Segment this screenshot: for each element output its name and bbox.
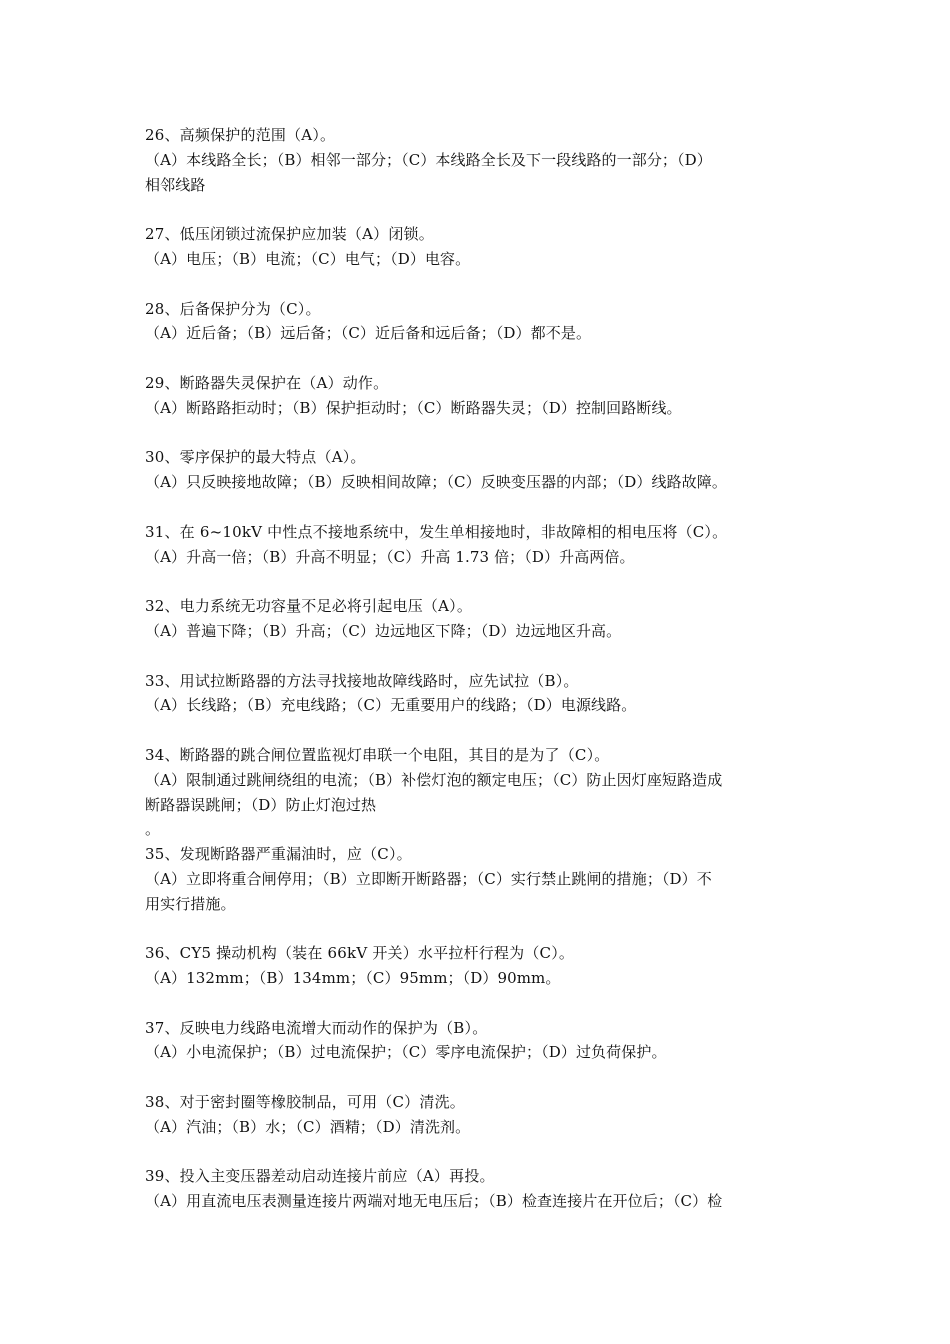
question-options xyxy=(145,545,810,570)
question-stem: 27、低压闭锁过流保护应加装（A）闭锁。 xyxy=(145,225,434,244)
question-options xyxy=(145,396,810,421)
question-35 xyxy=(145,842,810,916)
question-options xyxy=(145,1189,810,1214)
option-line: （A）汽油；（B）水；（C）酒精；（D）清洗剂。 xyxy=(145,1117,471,1136)
question-options xyxy=(145,619,810,644)
question-options xyxy=(145,148,810,198)
question-31 xyxy=(145,520,810,570)
question-38 xyxy=(145,1090,810,1140)
option-line: （A）只反映接地故障；（B）反映相间故障；（C）反映变压器的内部；（D）线路故障。 xyxy=(145,473,727,492)
question-stem: 39、投入主变压器差动启动连接片前应（A）再投。 xyxy=(145,1167,495,1186)
question-options xyxy=(145,1040,810,1065)
question-stem: 29、断路器失灵保护在（A）动作。 xyxy=(145,373,389,392)
question-36 xyxy=(145,941,810,991)
question-stem: 37、反映电力线路电流增大而动作的保护为（B）。 xyxy=(145,1018,488,1037)
option-line: （A）限制通过跳闸绕组的电流；（B）补偿灯泡的额定电压；（C）防止因灯座短路造成 xyxy=(145,770,723,789)
option-line: （A）升高一倍；（B）升高不明显；（C）升高 1.73 倍；（D）升高两倍。 xyxy=(145,547,635,566)
option-line: 断路器误跳闸；（D）防止灯泡过热 xyxy=(145,795,377,814)
option-line: （A）小电流保护；（B）过电流保护；（C）零序电流保护；（D）过负荷保护。 xyxy=(145,1043,667,1062)
question-34 xyxy=(145,743,810,842)
question-options xyxy=(145,768,810,842)
option-line: （A）用直流电压表测量连接片两端对地无电压后；（B）检查连接片在开位后；（C）检 xyxy=(145,1192,723,1211)
question-stem: 33、用试拉断路器的方法寻找接地故障线路时，应先试拉（B）。 xyxy=(145,671,579,690)
option-line: 相邻线路 xyxy=(145,175,206,194)
question-stem: 31、在 6~10kV 中性点不接地系统中，发生单相接地时，非故障相的相电压将（C）。 xyxy=(145,522,728,541)
question-37 xyxy=(145,1016,810,1066)
question-32 xyxy=(145,594,810,644)
option-line: 。 xyxy=(145,820,161,839)
document-page xyxy=(145,123,810,1214)
option-line: （A）132mm；（B）134mm；（C）95mm；（D）90mm。 xyxy=(145,969,561,988)
question-stem: 28、后备保护分为（C）。 xyxy=(145,299,321,318)
option-line: （A）长线路；（B）充电线路；（C）无重要用户的线路；（D）电源线路。 xyxy=(145,696,637,715)
option-line: 用实行措施。 xyxy=(145,894,236,913)
question-stem: 34、断路器的跳合闸位置监视灯串联一个电阻，其目的是为了（C）。 xyxy=(145,745,610,764)
question-stem: 26、高频保护的范围（A）。 xyxy=(145,126,336,144)
question-options xyxy=(145,867,810,917)
question-options xyxy=(145,1115,810,1140)
question-stem: 30、零序保护的最大特点（A）。 xyxy=(145,448,366,467)
question-28 xyxy=(145,297,810,347)
option-line: （A）断路路拒动时；（B）保护拒动时；（C）断路器失灵；（D）控制回路断线。 xyxy=(145,398,682,417)
question-stem: 35、发现断路器严重漏油时，应（C）。 xyxy=(145,845,412,864)
option-line: （A）近后备；（B）远后备；（C）近后备和远后备；（D）都不是。 xyxy=(145,324,592,343)
question-stem: 36、CY5 操动机构（装在 66kV 开关）水平拉杆行程为（C）。 xyxy=(145,944,575,963)
option-line: （A）本线路全长；（B）相邻一部分；（C）本线路全长及下一段线路的一部分；（D） xyxy=(145,150,712,169)
question-stem: 32、电力系统无功容量不足必将引起电压（A）。 xyxy=(145,597,473,616)
question-options xyxy=(145,247,810,272)
question-39 xyxy=(145,1164,810,1214)
question-29 xyxy=(145,371,810,421)
option-line: （A）立即将重合闸停用；（B）立即断开断路器；（C）实行禁止跳闸的措施；（D）不 xyxy=(145,869,712,888)
option-line: （A）普遍下降；（B）升高；（C）边远地区下降；（D）边远地区升高。 xyxy=(145,621,622,640)
question-stem: 38、对于密封圈等橡胶制品，可用（C）清洗。 xyxy=(145,1093,465,1112)
question-26 xyxy=(145,123,810,197)
question-options xyxy=(145,693,810,718)
question-options xyxy=(145,321,810,346)
question-30 xyxy=(145,445,810,495)
question-27 xyxy=(145,222,810,272)
question-options xyxy=(145,470,810,495)
question-33 xyxy=(145,669,810,719)
question-options xyxy=(145,966,810,991)
option-line: （A）电压；（B）电流；（C）电气；（D）电容。 xyxy=(145,249,471,268)
